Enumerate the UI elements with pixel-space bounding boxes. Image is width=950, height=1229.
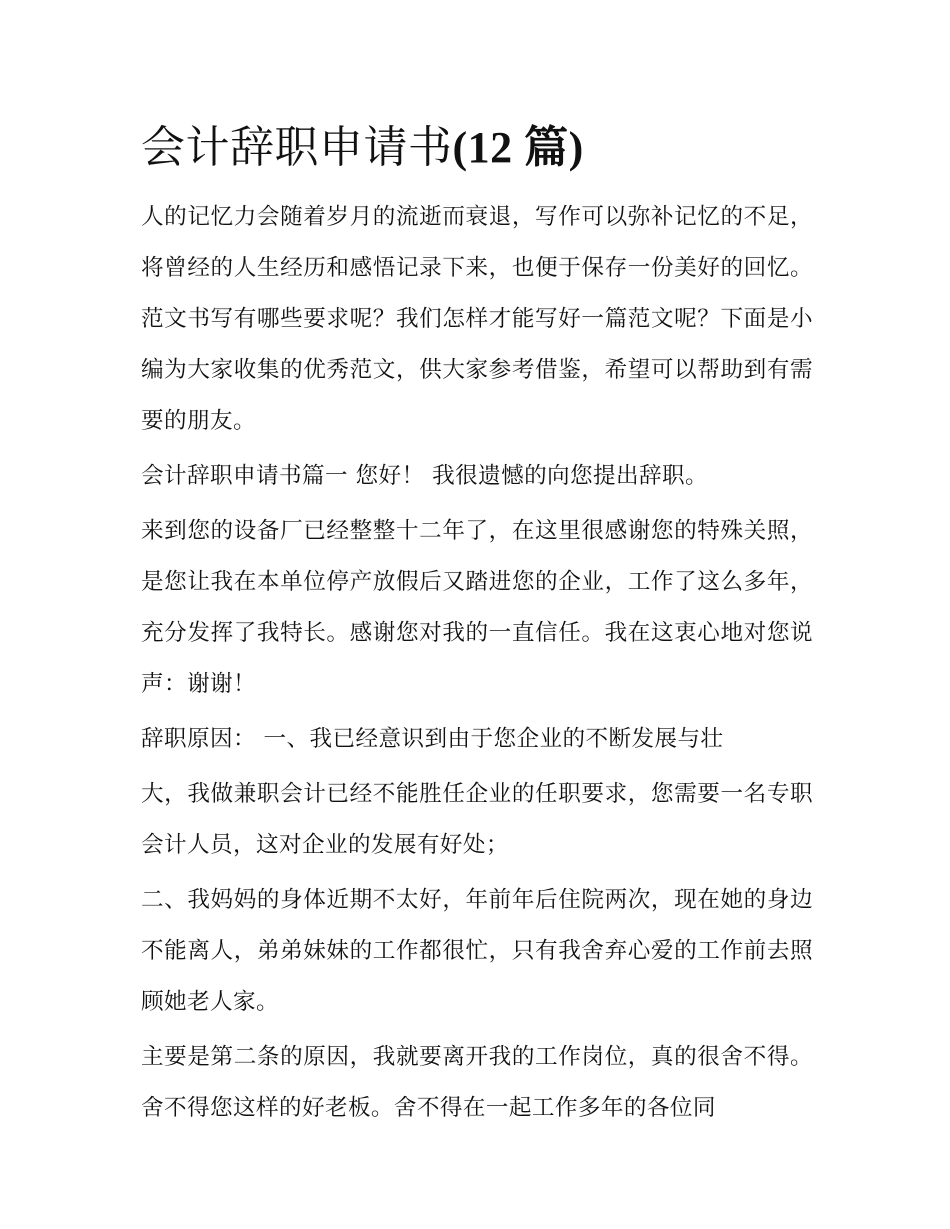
title-suffix: (12 篇): [452, 123, 584, 172]
body-paragraph: 来到您的设备厂已经整整十二年了，在这里很感谢您的特殊关照，是您让我在本单位停产放假后又踏进您的企业，工作了这么多年，充分发挥了我特长。感谢您对我的一直信任。我在这衷心地对您说声：谢谢！: [141, 518, 813, 697]
body-paragraph: 主要是第二条的原因，我就要离开我的工作岗位，真的很舍不得。舍不得您这样的好老板。舍不得在一起工作多年的各位同: [141, 1044, 813, 1121]
body-paragraph: 二、我妈妈的身体近期不太好，年前年后住院两次，现在她的身边不能离人，弟弟妹妹的工作都很忙，只有我舍弃心爱的工作前去照顾她老人家。: [141, 887, 813, 1015]
document-title: [141, 118, 813, 178]
section-heading-paragraph: 会计辞职申请书篇一 您好！ 我很遗憾的向您提出辞职。: [141, 463, 709, 489]
document-body: [141, 118, 813, 1138]
intro-paragraph: 人的记忆力会随着岁月的流逝而衰退，写作可以弥补记忆的不足，将曾经的人生经历和感悟记录下来，也便于保存一份美好的回忆。范文书写有哪些要求呢？我们怎样才能写好一篇范文呢？下面是小编为大家收集的优秀范文，供大家参考借鉴，希望可以帮助到有需要的朋友。: [141, 204, 813, 434]
body-paragraph: 辞职原因： 一、我已经意识到由于您企业的不断发展与壮: [141, 726, 724, 752]
title-text: 会计辞职申请书: [141, 122, 453, 173]
body-paragraph: 大，我做兼职会计已经不能胜任企业的任职要求，您需要一名专职会计人员，这对企业的发展有好处；: [141, 781, 813, 858]
